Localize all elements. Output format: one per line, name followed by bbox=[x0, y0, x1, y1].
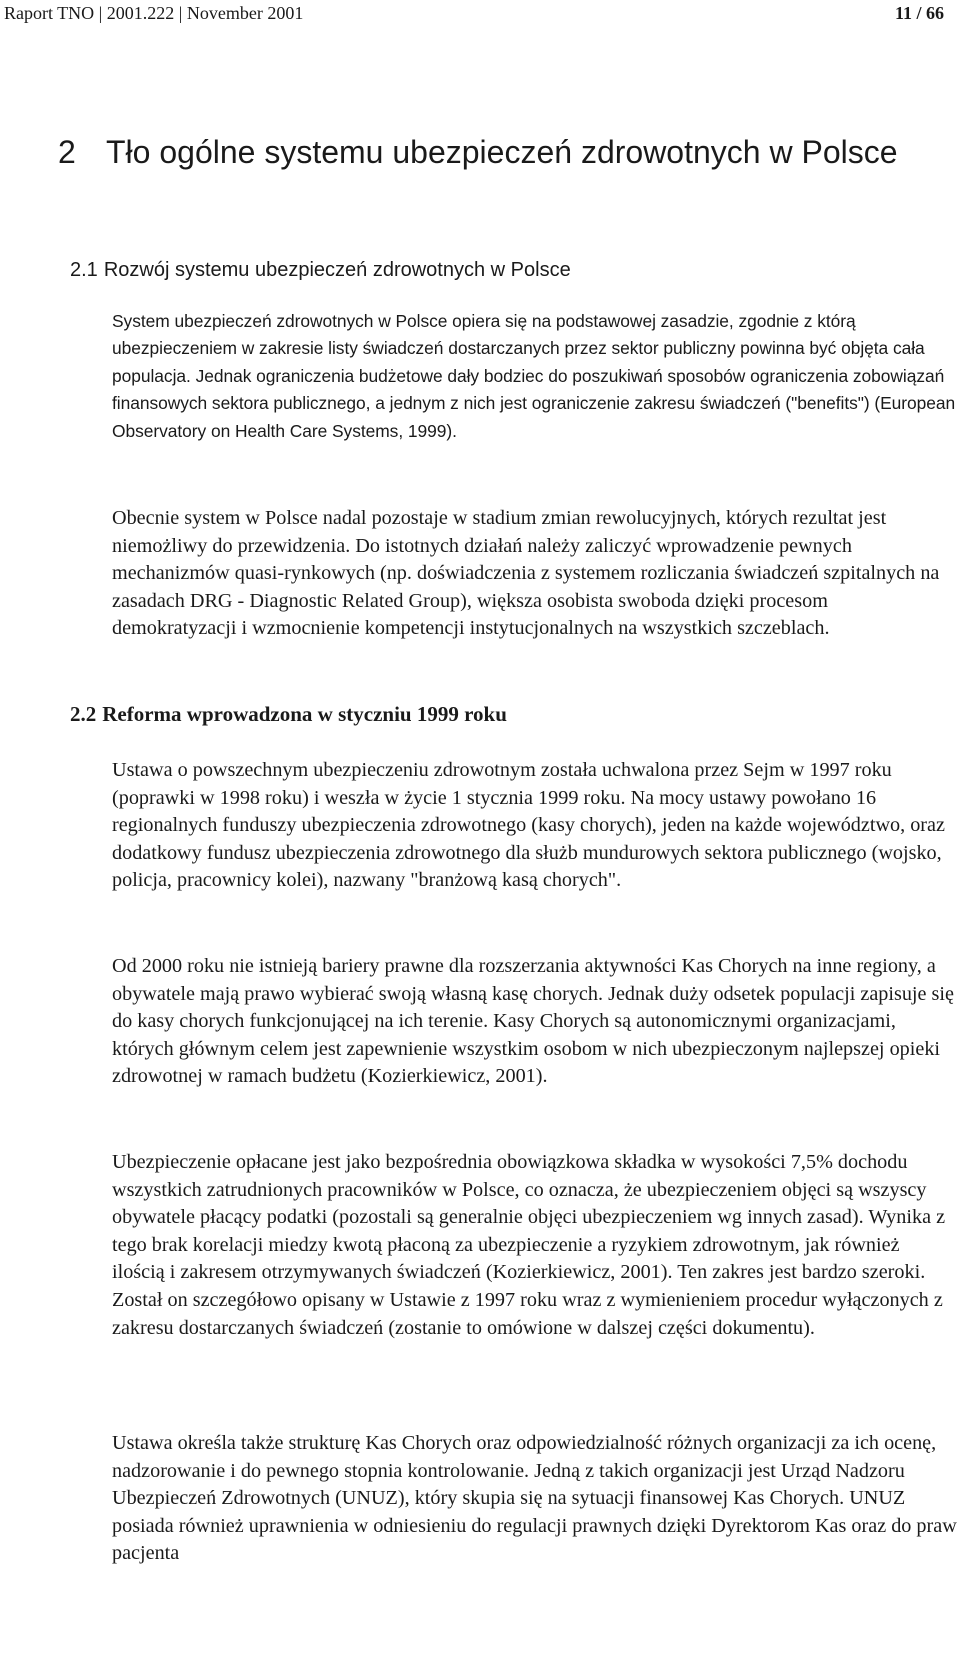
chapter-heading bbox=[58, 132, 898, 172]
section-2-2-paragraph-2: Od 2000 roku nie istnieją bariery prawne dla rozszerzania aktywności Kas Chorych na inne regiony, a obywatele mają prawo wybierać swoją własną kasę chorych. Jednak duży odsetek populacji zapisuje się do kasy chorych funkcjonującej na ich terenie. Kasy Chorych są autonomicznymi organizacjami, których głównym celem jest zapewnienie wszystkim osobom w nich ubezpieczonym najlepszej opieki zdrowotnej w ramach budżetu (Kozierkiewicz, 2001). bbox=[112, 955, 954, 1088]
section-2-2-paragraph-3: Ubezpieczenie opłacane jest jako bezpośrednia obowiązkowa składka w wysokości 7,5% dochodu wszystkich zatrudnionych pracowników w Polsce, co oznacza, że ubezpieczeniem objęci są wszyscy obywatele płacący podatki (pozostali są generalnie objęci ubezpieczeniem wg innych zasad). Wynika z tego brak korelacji miedzy kwotą płaconą za ubezpieczenie a ryzykiem zdrowotnym, jak również ilością i zakresem otrzymywanych świadczeń (Kozierkiewicz, 2001). Ten zakres jest bardzo szeroki. Został on szczegółowo opisany w Ustawie z 1997 roku wraz z wymienieniem procedur wyłączonych z zakresu dostarczanych świadczeń (zostanie to omówione w dalszej części dokumentu). bbox=[112, 1151, 946, 1339]
section-2-1-number: 2.1 bbox=[70, 259, 98, 281]
page-number: 11 / 66 bbox=[894, 3, 944, 23]
chapter-number: 2 bbox=[58, 134, 76, 170]
page-header bbox=[4, 2, 944, 24]
section-2-1-paragraph-2: Obecnie system w Polsce nadal pozostaje w stadium zmian rewolucyjnych, których rezultat jest niemożliwy do przewidzenia. Do istotnych działań należy zaliczyć wprowadzenie pewnych mechanizmów quasi-rynkowych (np. doświadczenia z systemem rozliczania świadczeń szpitalnych na zasadach DRG - Diagnostic Related Group), większa osobista swoboda dzięki procesom demokratyzacji i wzmocnienie kompetencji instytucjonalnych na wszystkich szczeblach. bbox=[112, 507, 940, 640]
section-2-2-heading bbox=[70, 700, 507, 728]
section-2-2-paragraph-4: Ustawa określa także strukturę Kas Chorych oraz odpowiedzialność różnych organizacji za ich ocenę, nadzorowanie i do pewnego stopnia kontrolowanie. Jedną z takich organizacji jest Urząd Nadzoru Ubezpieczeń Zdrowotnych (UNUZ), który skupia się na sytuacji finansowej Kas Chorych. UNUZ posiada również uprawnienia w odniesieniu do regulacji prawnych dzięki Dyrektorom Kas oraz do praw pacjenta bbox=[112, 1432, 957, 1565]
section-2-2-title: Reforma wprowadzona w styczniu 1999 roku bbox=[102, 702, 507, 726]
section-2-1-paragraph-1: System ubezpieczeń zdrowotnych w Polsce opiera się na podstawowej zasadzie, zgodnie z którą ubezpieczeniem w zakresie listy świadczeń dostarczanych przez sektor publiczny powinna być objęta cała populacja. Jednak ograniczenia budżetowe dały bodziec do poszukiwań sposobów ograniczenia zobowiązań finansowych sektora publicznego, a jednym z nich jest ograniczenie zakresu świadczeń ("benefits") (European Observatory on Health Care Systems, 1999). bbox=[112, 311, 956, 441]
section-2-2-paragraph-1: Ustawa o powszechnym ubezpieczeniu zdrowotnym została uchwalona przez Sejm w 1997 roku (poprawki w 1998 roku) i weszła w życie 1 stycznia 1999 roku. Na mocy ustawy powołano 16 regionalnych funduszy ubezpieczenia zdrowotnego (kasy chorych), jeden na każde województwo, oraz dodatkowy fundusz ubezpieczenia zdrowotnego dla służb mundurowych sektora publicznego (wojsko, policja, pracownicy kolei), nazwany "branżową kasą chorych". bbox=[112, 759, 945, 892]
chapter-title: Tło ogólne systemu ubezpieczeń zdrowotnych w Polsce bbox=[106, 134, 898, 170]
section-2-2-number: 2.2 bbox=[70, 702, 97, 726]
report-identifier: Raport TNO | 2001.222 | November 2001 bbox=[4, 3, 304, 23]
section-2-1-title: Rozwój systemu ubezpieczeń zdrowotnych w Polsce bbox=[103, 259, 571, 281]
section-2-1-heading bbox=[70, 256, 571, 284]
